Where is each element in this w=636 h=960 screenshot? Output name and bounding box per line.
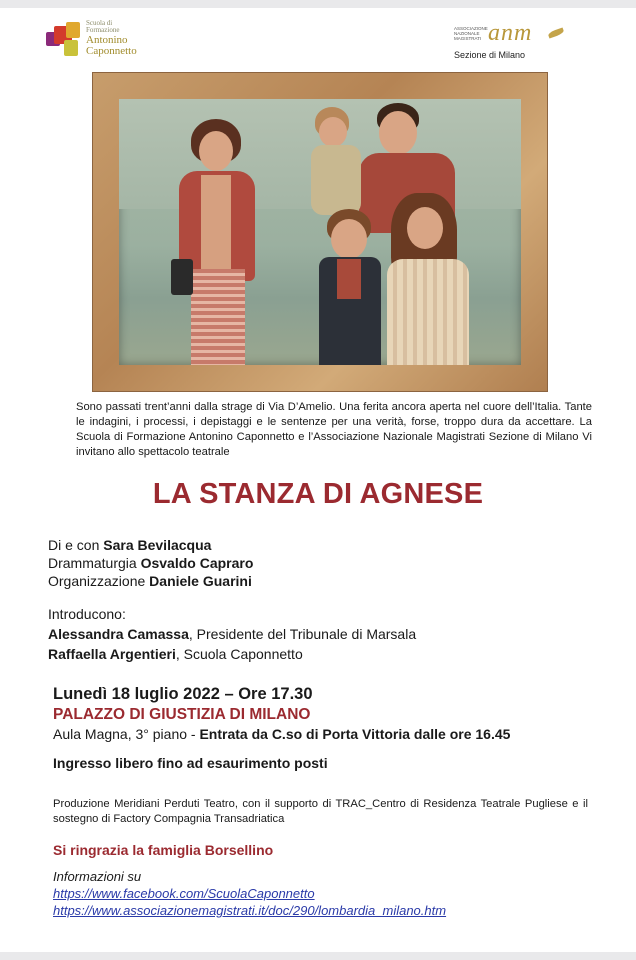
facebook-link[interactable]: https://www.facebook.com/ScuolaCaponnetto [53, 886, 315, 901]
anm-logo [454, 20, 574, 64]
girl-figure [381, 193, 477, 365]
credit-prefix: Drammaturgia [48, 555, 141, 571]
info-block [53, 868, 446, 919]
child-held-figure [307, 107, 367, 217]
anm-small-text: ASSOCIAZIONE NAZIONALE MAGISTRATI [454, 26, 488, 41]
credit-line [48, 572, 253, 590]
credit-name: Sara Bevilacqua [103, 537, 212, 553]
speakers-block [48, 604, 416, 664]
info-label: Informazioni su [53, 869, 142, 884]
speaker-role: , Presidente del Tribunale di Marsala [188, 626, 417, 642]
boy-figure [315, 209, 385, 365]
logo-line-1: Scuola di [86, 19, 113, 27]
event-venue: PALAZZO DI GIUSTIZIA DI MILANO [53, 706, 311, 723]
speaker-line [48, 624, 416, 644]
event-date: Lunedì 18 luglio 2022 – Ore 17.30 [53, 685, 313, 703]
production-paragraph: Produzione Meridiani Perduti Teatro, con il supporto di TRAC_Centro di Residenza Teatrale Pugliese e il sostegno di Factory Compagnia Transadriatica [53, 798, 588, 825]
top-border [0, 0, 636, 8]
entry-note: Ingresso libero fino ad esaurimento posti [53, 755, 328, 771]
show-title: LA STANZA DI AGNESE [152, 478, 484, 510]
anm-section-label: Sezione di Milano [454, 50, 526, 60]
speakers-label: Introducono: [48, 606, 126, 622]
credit-prefix: Di e con [48, 537, 104, 553]
credit-prefix: Organizzazione [48, 573, 150, 589]
woman-figure [171, 119, 263, 365]
intro-paragraph: Sono passati trent’anni dalla strage di Via D’Amelio. Una ferita ancora aperta nel cuore dell’Italia. Tante le indagini, i processi, i depistaggi e le sentenze per una verità, forse, troppo dura da accettare. La Scuola di Formazione Antonino Caponnetto e l’Associazione Nazionale Magistrati Sezione di Milano Vi invitano allo spettacolo teatrale [76, 401, 592, 458]
credit-name: Osvaldo Capraro [140, 555, 254, 571]
thanks-line: Si ringrazia la famiglia Borsellino [53, 842, 274, 858]
anm-leaf-icon [547, 27, 564, 38]
credit-line [48, 554, 253, 572]
logo-line-4: Caponnetto [86, 45, 137, 57]
caponnetto-logo-mark-icon [46, 22, 86, 58]
entrance-label: Entrata da C.so di Porta Vittoria dalle ore 16.45 [199, 726, 511, 742]
photo-frame [92, 72, 548, 392]
speaker-name: Alessandra Camassa [48, 626, 189, 642]
anm-wordmark: anm [488, 20, 533, 46]
credit-line [48, 536, 253, 554]
bottom-border [0, 952, 636, 960]
caponnetto-logo [46, 20, 166, 60]
speaker-name: Raffaella Argentieri [48, 646, 176, 662]
anm-site-link[interactable]: https://www.associazionemagistrati.it/doc/290/lombardia_milano.htm [53, 903, 447, 918]
room-label: Aula Magna, 3° piano - [53, 726, 200, 742]
speaker-line [48, 644, 416, 664]
event-room [53, 726, 510, 742]
credit-name: Daniele Guarini [149, 573, 252, 589]
family-photo [119, 99, 521, 365]
logo-line-2: Formazione [86, 26, 120, 34]
credits-block [48, 536, 253, 590]
speaker-role: , Scuola Caponnetto [175, 646, 303, 662]
logo-line-3: Antonino [86, 34, 128, 46]
